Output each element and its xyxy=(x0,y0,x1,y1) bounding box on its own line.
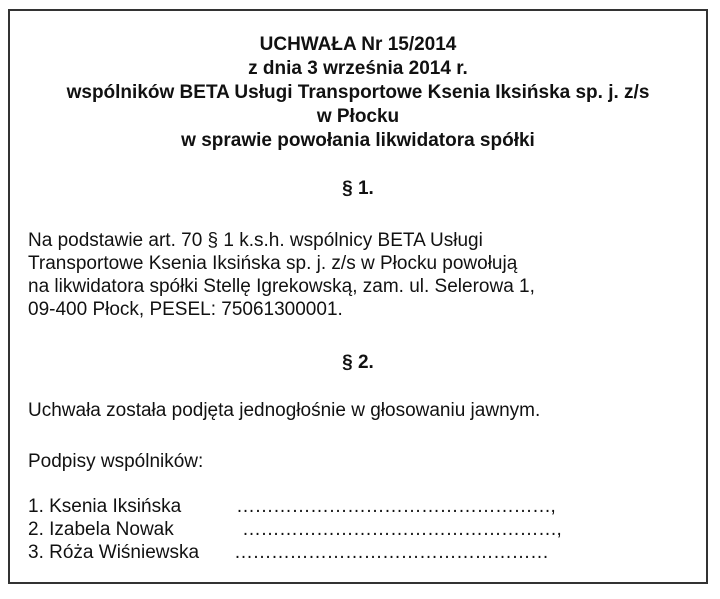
resolution-header xyxy=(10,33,706,153)
section-1-text xyxy=(28,229,535,321)
resolution-date: z dnia 3 września 2014 r. xyxy=(248,58,468,79)
section-1-line: Na podstawie art. 70 § 1 k.s.h. wspólnicy BETA Usługi xyxy=(28,230,483,251)
resolution-city: w Płocku xyxy=(316,106,400,127)
signatures-heading: Podpisy wspólników: xyxy=(28,451,204,472)
signature-row-1 xyxy=(28,496,556,518)
section-2-mark: § 2. xyxy=(342,352,374,373)
resolution-subject: w sprawie powołania likwidatora spółki xyxy=(181,130,535,151)
signature-row-3 xyxy=(28,542,549,564)
signature-line: ……………………………………………, xyxy=(236,496,556,517)
signer-name: 2. Izabela Nowak xyxy=(28,519,174,540)
document-frame xyxy=(8,9,708,584)
signature-row-2 xyxy=(28,519,562,541)
section-1-mark: § 1. xyxy=(342,178,374,199)
resolution-company: wspólników BETA Usługi Transportowe Ksenia Iksińska sp. j. z/s xyxy=(66,82,650,103)
section-1-line: Transportowe Ksenia Iksińska sp. j. z/s w Płocku powołują xyxy=(28,253,518,274)
section-1-line: 09-400 Płock, PESEL: 75061300001. xyxy=(28,299,343,320)
signature-line: …………………………………………… xyxy=(234,542,549,563)
signature-line: ……………………………………………, xyxy=(242,519,562,540)
section-2-text: Uchwała została podjęta jednogłośnie w głosowaniu jawnym. xyxy=(28,400,541,421)
section-1-line: na likwidatora spółki Stellę Igrekowską, zam. ul. Selerowa 1, xyxy=(28,276,535,297)
signer-name: 3. Róża Wiśniewska xyxy=(28,542,200,563)
resolution-number: UCHWAŁA Nr 15/2014 xyxy=(259,34,457,55)
signer-name: 1. Ksenia Iksińska xyxy=(28,496,182,517)
